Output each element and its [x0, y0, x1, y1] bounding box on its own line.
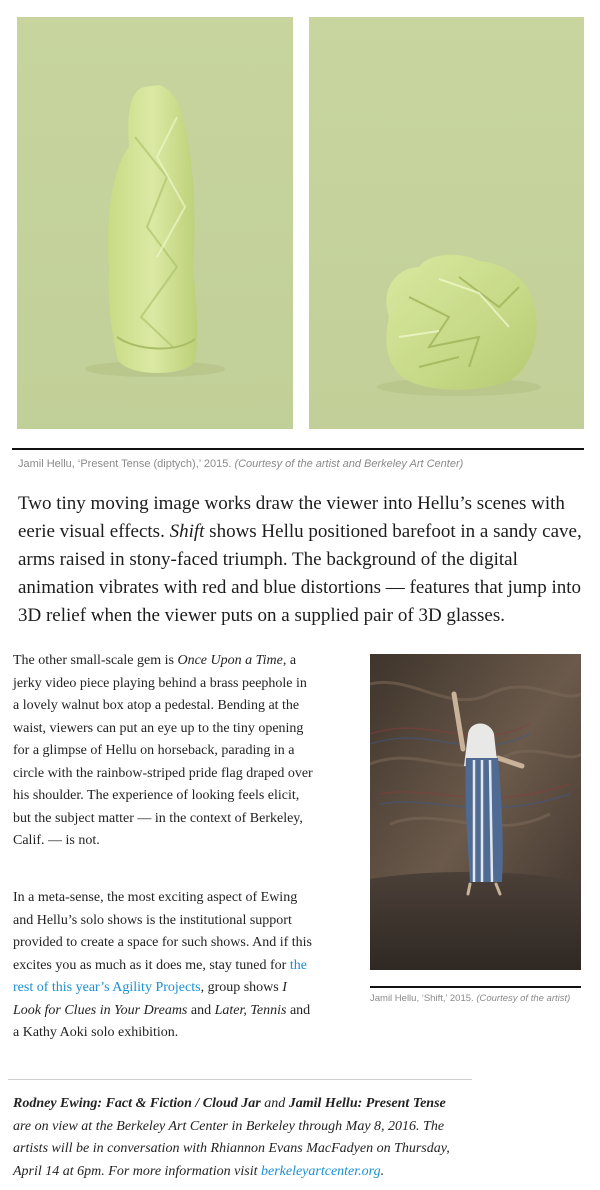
footer-end: . [380, 1163, 385, 1179]
footer-divider [8, 1079, 472, 1080]
figure-rule [12, 448, 584, 450]
crumpled-paper-pile [309, 17, 584, 429]
shift-caption-text: Jamil Hellu, ‘Shift,’ 2015. [370, 993, 477, 1004]
lead-paragraph [18, 490, 584, 630]
shift-figure-rule [370, 986, 581, 988]
berkeley-art-center-link[interactable]: berkeleyartcenter.org [260, 1163, 381, 1179]
caption-text: Jamil Hellu, ‘Present Tense (diptych),’ 2015. [18, 458, 235, 470]
show-title-1: Rodney Ewing: Fact & Fiction / Cloud Jar [13, 1096, 261, 1111]
para2-text-3: and [187, 1002, 215, 1018]
footer-text: are on view at the Berkeley Art Center in Berkeley through May 8, 2016. The artists will be in conversation with Rhiannon Evans MacFadyen on Thursday, April 14 at 6pm. For more information visit [13, 1118, 450, 1179]
body-paragraph-2 [13, 887, 313, 1045]
present-tense-photo-left [17, 17, 293, 429]
figure-caption [18, 458, 463, 470]
caption-credit: (Courtesy of the artist and Berkeley Art Center) [234, 458, 464, 470]
crumpled-paper-standing-figure [17, 17, 293, 429]
show-title-2: Jamil Hellu: Present Tense [288, 1096, 446, 1111]
para2-show-title-2: Later, Tennis [214, 1002, 287, 1018]
para1-text-continued: , a jerky video piece playing behind a brass peephole in a lovely walnut box atop a pedestal. Bending at the waist, viewers can put an eye up to the tiny opening for a glimpse of Hellu on horseback, parading in a circle with the rainbow-striped pride flag draped over his shoulder. The experience of looking feels elicit, but the subject matter — in the context of Berkeley, Calif. — is not. [13, 653, 313, 848]
shift-caption-credit: (Courtesy of the artist) [476, 993, 571, 1004]
para2-text-4: and a Kathy Aoki solo exhibition. [13, 1002, 311, 1040]
show-info-footer [13, 1093, 453, 1183]
shift-caption [370, 993, 570, 1004]
para1-work-title: Once Upon a Time [177, 653, 283, 668]
footer-and: and [260, 1096, 289, 1111]
lead-text: Two tiny moving image works draw the viewer into Hellu’s scenes with eerie visual effects. [18, 493, 565, 542]
body-paragraph-1 [13, 650, 313, 853]
cave-figure-image [370, 654, 581, 970]
para2-show-title-1: I Look for Clues in Your Dreams [13, 980, 287, 1018]
para2-text: In a meta-sense, the most exciting aspect of Ewing and Hellu’s solo shows is the institutional support provided to create a space for such shows. And if this excites you as much as it does me, stay tuned for [13, 890, 312, 973]
lead-text-continued: shows Hellu positioned barefoot in a sandy cave, arms raised in stony-faced triumph. The background of the digital animation vibrates with red and blue distortions — features that jump into 3D relief when the viewer puts on a supplied pair of 3D glasses. [18, 521, 582, 626]
shift-photo [370, 654, 581, 970]
present-tense-photo-right [309, 17, 584, 429]
para2-text-2: , group shows [200, 980, 283, 995]
lead-work-title: Shift [169, 521, 205, 542]
para1-text: The other small-scale gem is [13, 653, 178, 668]
agility-projects-link[interactable]: the rest of this year’s Agility Projects [13, 957, 307, 995]
